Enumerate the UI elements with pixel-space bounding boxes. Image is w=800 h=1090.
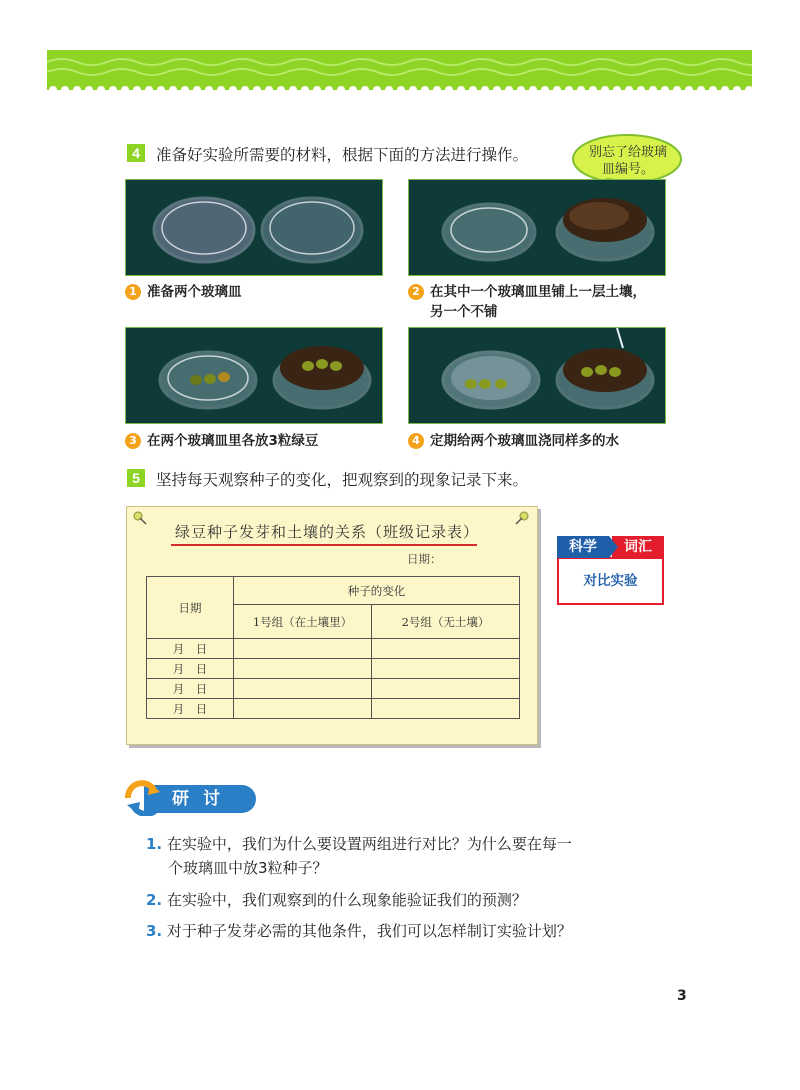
row-group-1-cell[interactable] (234, 679, 372, 699)
step-5-text: 坚持每天观察种子的变化，把观察到的现象记录下来。 (156, 471, 529, 489)
wave-decoration (47, 50, 752, 90)
caption-3 (125, 431, 318, 451)
top-banner (47, 50, 752, 90)
table-row (147, 659, 520, 679)
record-board (126, 506, 538, 745)
question-1 (146, 832, 572, 880)
pin-icon (133, 511, 147, 525)
caption-3-number: 3 (125, 433, 141, 449)
date-label: 日期： (407, 552, 442, 566)
row-group-1-cell[interactable] (234, 659, 372, 679)
row-date: 月 日 (147, 639, 234, 659)
question-3-number: 3. (146, 922, 163, 940)
discussion-header (122, 780, 256, 816)
header-date: 日期 (147, 577, 234, 639)
step-4-number: 4 (127, 144, 145, 162)
photo-two-dishes (125, 179, 383, 276)
caption-1-number: 1 (125, 284, 141, 300)
caption-2-line-1: 在其中一个玻璃皿里铺上一层土壤， (430, 284, 646, 300)
step-4-text: 准备好实验所需要的材料，根据下面的方法进行操作。 (156, 146, 529, 164)
row-group-2-cell[interactable] (372, 659, 520, 679)
row-date: 月 日 (147, 679, 234, 699)
row-group-1-cell[interactable] (234, 639, 372, 659)
caption-2-number: 2 (408, 284, 424, 300)
question-1-number: 1. (146, 835, 163, 853)
pin-icon (515, 511, 529, 525)
table-row (147, 639, 520, 659)
question-1-line-2: 个玻璃皿中放3粒种子？ (168, 859, 328, 877)
question-2-number: 2. (146, 891, 163, 909)
row-date: 月 日 (147, 659, 234, 679)
caption-1 (125, 282, 242, 302)
question-3 (146, 919, 572, 943)
vocab-label-words: 词汇 (612, 536, 664, 558)
bubble-text: 别忘了给玻璃皿编号。 (588, 145, 667, 177)
title-underline (171, 544, 477, 546)
photo-watering-dishes (408, 327, 666, 424)
caption-1-text: 准备两个玻璃皿 (147, 284, 242, 300)
header-group-1: 1号组（在土壤里） (234, 605, 372, 639)
header-seed-change: 种子的变化 (234, 577, 520, 605)
row-group-2-cell[interactable] (372, 699, 520, 719)
step-5-number: 5 (127, 469, 145, 487)
row-group-2-cell[interactable] (372, 639, 520, 659)
cycle-arrows-icon (122, 780, 166, 816)
photo-beans-in-dishes (125, 327, 383, 424)
arrow-right-icon (609, 536, 618, 558)
caption-2 (408, 282, 646, 322)
discussion-title: 研讨 (172, 789, 234, 809)
caption-2-line-2: 另一个不铺 (430, 304, 498, 320)
record-table-title: 绿豆种子发芽和土壤的关系（班级记录表） (175, 523, 480, 541)
header-group-2: 2号组（无土壤） (372, 605, 520, 639)
caption-4 (408, 431, 619, 451)
vocab-label-science: 科学 (557, 536, 609, 558)
record-table (146, 576, 520, 719)
page-number: 3 (677, 988, 687, 1004)
question-1-line-1: 在实验中，我们为什么要设置两组进行对比？为什么要在每一 (166, 835, 572, 853)
question-2-text: 在实验中，我们观察到的什么现象能验证我们的预测？ (166, 891, 527, 909)
question-3-text: 对于种子发芽必需的其他条件，我们可以怎样制订实验计划？ (166, 922, 572, 940)
vocab-header (557, 536, 664, 558)
caption-4-text: 定期给两个玻璃皿浇同样多的水 (430, 433, 619, 449)
row-date: 月 日 (147, 699, 234, 719)
photo-dish-with-soil (408, 179, 666, 276)
row-group-1-cell[interactable] (234, 699, 372, 719)
vocab-term: 对比实验 (557, 557, 664, 605)
row-group-2-cell[interactable] (372, 679, 520, 699)
question-2 (146, 888, 527, 912)
table-row (147, 679, 520, 699)
table-row (147, 699, 520, 719)
science-vocabulary-box (557, 536, 664, 605)
caption-4-number: 4 (408, 433, 424, 449)
caption-3-text: 在两个玻璃皿里各放3粒绿豆 (147, 433, 319, 449)
